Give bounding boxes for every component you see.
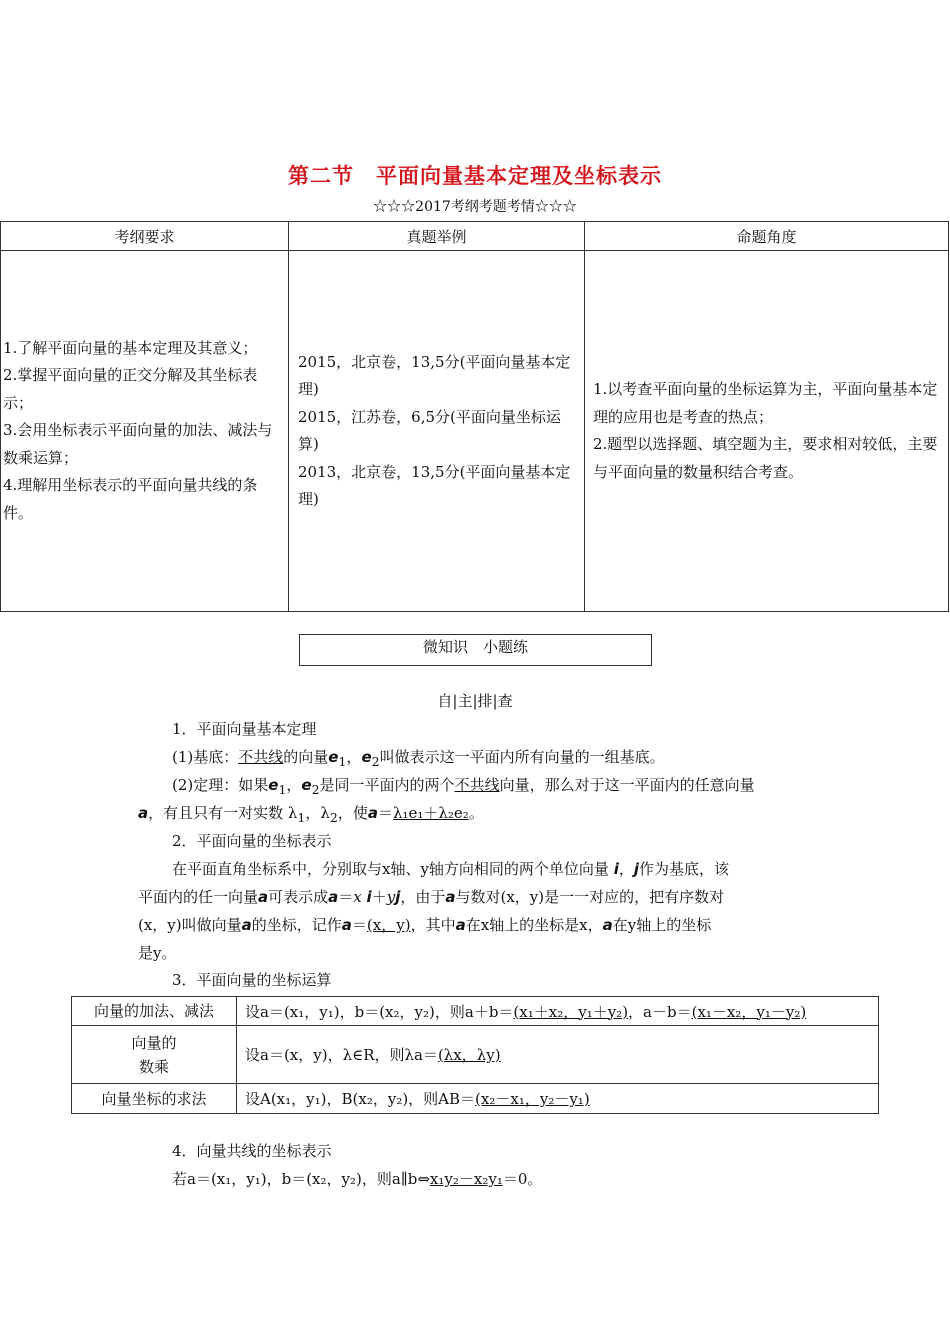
angles-cell: [585, 251, 949, 612]
requirements-cell: [1, 251, 289, 612]
example-item: 2013，北京卷，13,5分(平面向量基本定理): [298, 462, 571, 508]
requirement-item: 2.掌握平面向量的正交分解及其坐标表示；: [3, 366, 258, 412]
requirement-item: 3.会用坐标表示平面向量的加法、减法与数乘运算；: [3, 421, 273, 467]
answer-blank: (x，y): [366, 916, 411, 934]
op-formula: 设a＝(x₁，y₁)，b＝(x₂，y₂)，则a＋b＝(x₁＋x₂，y₁＋y₂)，a－b＝(x₁－x₂，y₁－y₂): [237, 997, 879, 1026]
answer-blank: (x₁－x₂，y₁－y₂): [691, 1002, 807, 1021]
coord-line-3: (x，y)叫做向量a的坐标，记作a＝(x，y)，其中a在x轴上的坐标是x，a在y轴上的坐标: [138, 916, 712, 934]
example-item: 2015，江苏卷，6,5分(平面向量坐标运算): [298, 407, 561, 453]
collinear-condition: 若a＝(x₁，y₁)，b＝(x₂，y₂)，则a∥b⇔x₁y₂－x₂y₁＝0。: [172, 1170, 543, 1188]
op-formula: 设a＝(x，y)，λ∈R，则λa＝(λx，λy): [237, 1026, 879, 1084]
theorem-line-2: a，有且只有一对实数 $\lambda_1$，$\lambda_2$，使a＝λ₁e₁＋λ₂e₂。: [138, 804, 484, 825]
op-label: 向量的加法、减法: [72, 997, 237, 1026]
section-box-heading: 微知识 小题练: [299, 634, 652, 666]
theorem-line-1: (2)定理：如果$e_1$，$e_2$是同一平面内的两个不共线向量，那么对于这一平面内的任意向量: [172, 776, 755, 797]
answer-blank: (x₂－x₁，y₂－y₁): [475, 1090, 590, 1108]
requirement-item: 1.了解平面向量的基本定理及其意义；: [3, 338, 258, 357]
answer-blank: (λx，λy): [437, 1046, 501, 1064]
self-check-heading: 自|主|排|查: [437, 692, 513, 710]
col-header-angles: 命题角度: [585, 222, 949, 251]
page-title: 第二节 平面向量基本定理及坐标表示: [288, 164, 662, 188]
coord-line-2: 平面内的任一向量a可表示成a＝x i＋yj，由于a与数对(x，y)是一一对应的，把有序数对: [138, 888, 725, 906]
col-header-requirements: 考纲要求: [1, 222, 289, 251]
example-item: 2015，北京卷，13,5分(平面向量基本定理): [298, 352, 571, 398]
section-3-heading: 3．平面向量的坐标运算: [172, 971, 332, 989]
coordinate-operations-table: [71, 996, 879, 1114]
col-header-examples: 真题举例: [289, 222, 585, 251]
section-4-heading: 4．向量共线的坐标表示: [172, 1142, 332, 1160]
op-formula: 设A(x₁，y₁)，B(x₂，y₂)，则AB＝(x₂－x₁，y₂－y₁): [237, 1084, 879, 1114]
op-label: 向量坐标的求法: [72, 1084, 237, 1114]
examples-cell: [289, 251, 585, 612]
section-1-heading: 1．平面向量基本定理: [172, 720, 317, 738]
requirements-table: [0, 221, 949, 612]
angle-item: 2.题型以选择题、填空题为主，要求相对较低，主要与平面向量的数量积结合考查。: [593, 435, 938, 481]
coord-line-1: 在平面直角坐标系中，分别取与x轴、y轴方向相同的两个单位向量 i，j作为基底，该: [172, 860, 730, 878]
answer-blank: 不共线: [454, 776, 500, 794]
answer-blank: 不共线: [238, 748, 284, 766]
angle-item: 1.以考查平面向量的坐标运算为主，平面向量基本定理的应用也是考查的热点；: [593, 380, 938, 426]
op-label: 向量的 数乘: [72, 1026, 237, 1084]
basis-definition: (1)基底：不共线的向量$e_1$，$e_2$叫做表示这一平面内所有向量的一组基底。: [172, 748, 665, 769]
requirement-item: 4.理解用坐标表示的平面向量共线的条件。: [3, 476, 258, 522]
exam-subtitle: ☆☆☆2017考纲考题考情☆☆☆: [373, 199, 577, 215]
section-2-heading: 2．平面向量的坐标表示: [172, 832, 332, 850]
answer-blank: (x₁＋x₂，y₁＋y₂): [513, 1002, 629, 1021]
answer-blank: λ₁e₁＋λ₂e₂: [393, 804, 469, 822]
answer-blank: x₁y₂－x₂y₁: [429, 1170, 503, 1188]
coord-line-4: 是y。: [138, 944, 177, 962]
